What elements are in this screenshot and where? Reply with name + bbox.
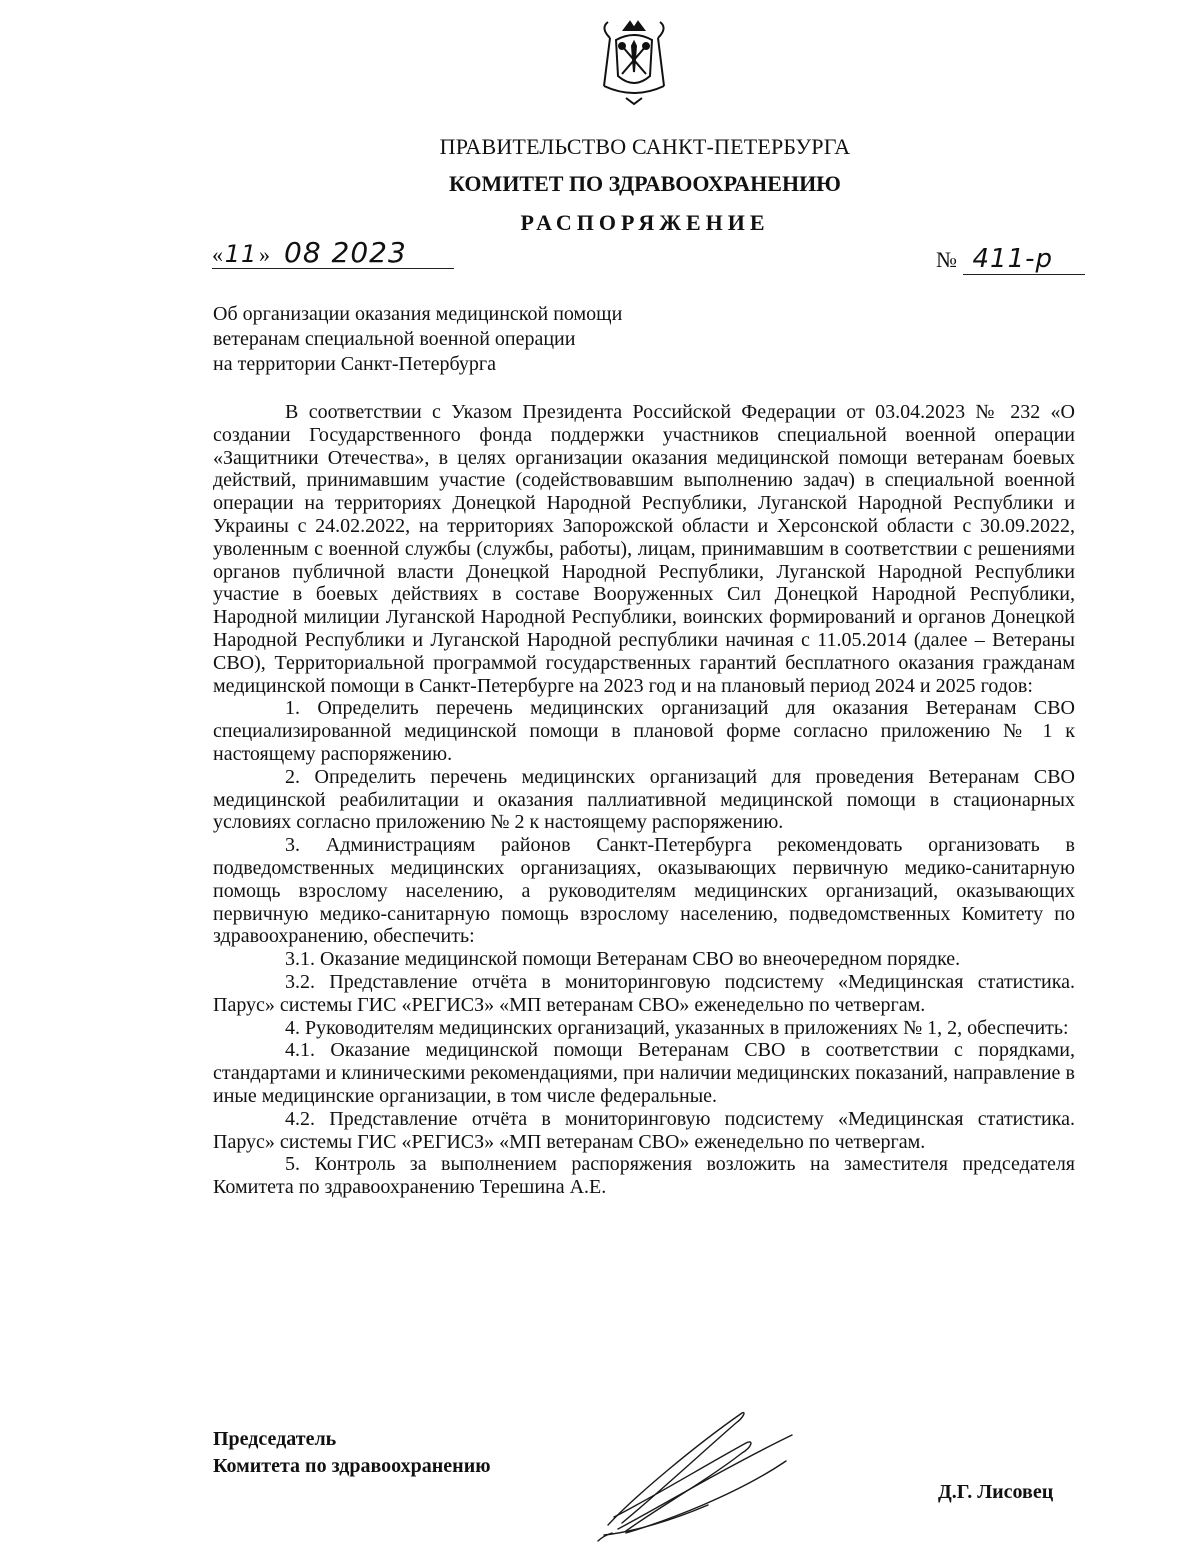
date-close-quote: »: [259, 242, 270, 267]
signatory-position: [213, 1426, 491, 1480]
document-date: [212, 236, 454, 269]
clause-5: 5. Контроль за выполнением распоряжения возложить на заместителя председателя Комитета по здравоохранению Терешина А.Е.: [213, 1153, 1075, 1199]
clause-2: 2. Определить перечень медицинских организаций для проведения Ветеранам СВО медицинской реабилитации и оказания паллиативной медицинской помощи в стационарных условиях согласно приложению № 2 к настоящему распоряжению.: [213, 765, 1075, 834]
coat-of-arms-icon: [596, 16, 672, 106]
subject-line: Об организации оказания медицинской помощи: [213, 303, 623, 325]
document-body: [213, 401, 1075, 1199]
committee-title: КОМИТЕТ ПО ЗДРАВООХРАНЕНИЮ: [449, 171, 841, 196]
clause-1: 1. Определить перечень медицинских организаций для оказания Ветеранам СВО специализированной медицинской помощи в плановой форме согласно приложению № 1 к настоящему распоряжению.: [213, 697, 1075, 765]
document-number: [936, 244, 1085, 275]
clause-3-1: 3.1. Оказание медицинской помощи Ветеранам СВО во внеочередном порядке.: [285, 948, 961, 971]
clause-3: 3. Администрациям районов Санкт-Петербурга рекомендовать организовать в подведомственных медицинских организациях, оказывающих первичную медико-санитарную помощь взрослому населению, а руководителям медицинских организаций, оказывающих первичную медико-санитарную помощь взрослому населению, подведомственных Комитету по здравоохранению, обеспечить:: [213, 834, 1075, 948]
handwritten-signature: [596, 1405, 806, 1547]
position-line: Комитета по здравоохранению: [213, 1455, 491, 1477]
number-sign: №: [936, 247, 957, 272]
number-value: 411-р: [963, 244, 1085, 275]
subject-line: на территории Санкт-Петербурга: [213, 353, 496, 375]
position-line: Председатель: [213, 1428, 337, 1450]
preamble-paragraph: В соответствии с Указом Президента Российской Федерации от 03.04.2023 № 232 «О создании Государственного фонда поддержки участников специальной военной операции «Защитники Отечества», в целях организации оказания медицинской помощи ветеранам боевых действий, принимавшим участие (содействовавшим выполнению задач) в специальной военной операции на территориях Донецкой Народной Республики, Луганской Народной Республики и Украины с 24.02.2022, на территориях Запорожской области и Херсонской области с 30.09.2022, уволенным с военной службы (службы, работы), лицам, принимавшим в соответствии с решениями органов публичной власти Донецкой Народной Республики, Луганской Народной Республики участие в боевых действиях в составе Вооруженных Сил Донецкой Народной Республики, Народной милиции Луганской Народной Республики, воинских формирований и органов Донецкой Народной Республики и Луганской Народной республики начиная с 11.05.2014 (далее – Ветераны СВО), Территориальной программой государственных гарантий бесплатного оказания гражданам медицинской помощи в Санкт-Петербурге на 2023 год и на плановый период 2024 и 2025 годов:: [213, 401, 1075, 697]
signatory-name: Д.Г. Лисовец: [938, 1481, 1054, 1503]
clause-3-2: 3.2. Представление отчёта в мониторинговую подсистему «Медицинская статистика. Парус» системы ГИС «РЕГИСЗ» «МП ветеранам СВО» еженедельно по четвергам.: [213, 970, 1075, 1016]
clause-4-2: 4.2. Представление отчёта в мониторинговую подсистему «Медицинская статистика. Парус» системы ГИС «РЕГИСЗ» «МП ветеранам СВО» еженедельно по четвергам.: [213, 1107, 1075, 1153]
clause-4-1: 4.1. Оказание медицинской помощи Ветеранам СВО в соответствии с порядками, стандартами и клиническими рекомендациями, при наличии медицинских показаний, направление в иные медицинские организации, в том числе федеральные.: [213, 1039, 1075, 1107]
subject-line: ветеранам специальной военной операции: [213, 328, 576, 350]
government-title: ПРАВИТЕЛЬСТВО САНКТ-ПЕТЕРБУРГА: [439, 134, 851, 159]
clause-4: 4. Руководителям медицинских организаций, указанных в приложениях № 1, 2, обеспечить:: [285, 1016, 1069, 1039]
document-type: РАСПОРЯЖЕНИЕ: [520, 210, 770, 235]
document-subject: [213, 302, 622, 377]
date-month-year: 08 2023: [284, 236, 407, 269]
date-day: 11: [224, 240, 258, 268]
date-open-quote: «: [212, 242, 223, 267]
